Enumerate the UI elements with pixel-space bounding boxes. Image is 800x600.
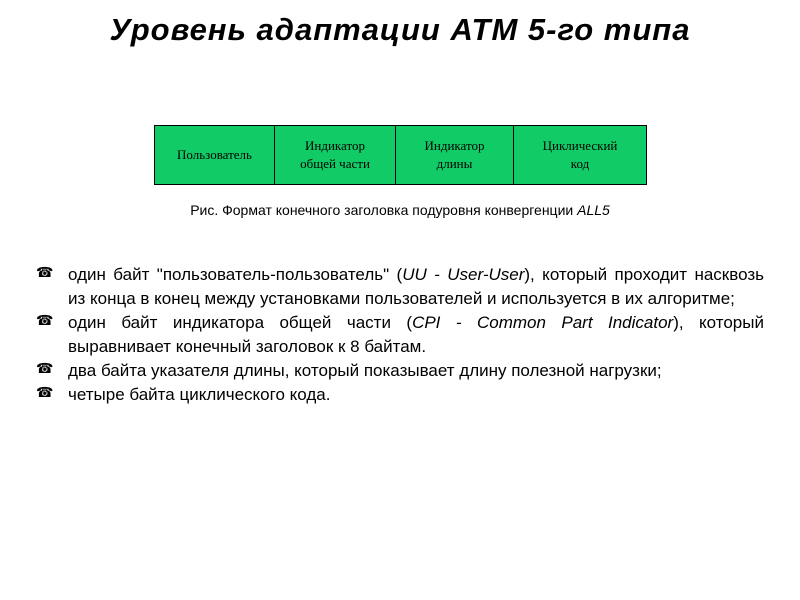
- telephone-icon: ☎: [36, 313, 54, 329]
- cell-length-indicator: Индикатор длины: [396, 126, 514, 184]
- slide-title: Уровень адаптации ATM 5-го типа: [109, 12, 691, 47]
- bullet-text: четыре байта циклического кода.: [68, 385, 331, 404]
- caption-text: Рис. Формат конечного заголовка подуровня конвергенции: [190, 202, 578, 218]
- cell-common-part-indicator: Индикатор общей части: [275, 126, 396, 184]
- telephone-icon: ☎: [36, 385, 54, 401]
- telephone-icon: ☎: [36, 361, 54, 377]
- bullet-list: [36, 263, 764, 407]
- bullet-item: [36, 263, 764, 311]
- bullet-text: два байта указателя длины, который показывает длину полезной нагрузки;: [68, 361, 662, 380]
- bullet-text: ), который выравнивает конечный заголовок к 8 байтам.: [68, 313, 764, 356]
- bullet-item: [36, 311, 764, 359]
- bullet-text: один байт индикатора общей части (: [68, 313, 413, 332]
- bullet-text: UU - User-User: [402, 265, 525, 284]
- header-format-table: [154, 125, 647, 185]
- cell-cyclic-code: Циклический код: [542, 138, 618, 171]
- bullet-text: ), который проходит насквозь из конца в конец между установками пользователей и используется в их алгоритме;: [68, 265, 764, 308]
- caption-italic: ALL5: [577, 202, 610, 218]
- bullet-item: [36, 383, 764, 407]
- bullet-text: один байт "пользователь-пользователь" (: [68, 265, 403, 284]
- bullet-item: [36, 359, 764, 383]
- cell-user: Пользователь: [155, 126, 275, 184]
- telephone-icon: ☎: [36, 265, 54, 281]
- figure-caption: [0, 202, 800, 218]
- bullet-text: CPI - Common Part Indicator: [412, 313, 674, 332]
